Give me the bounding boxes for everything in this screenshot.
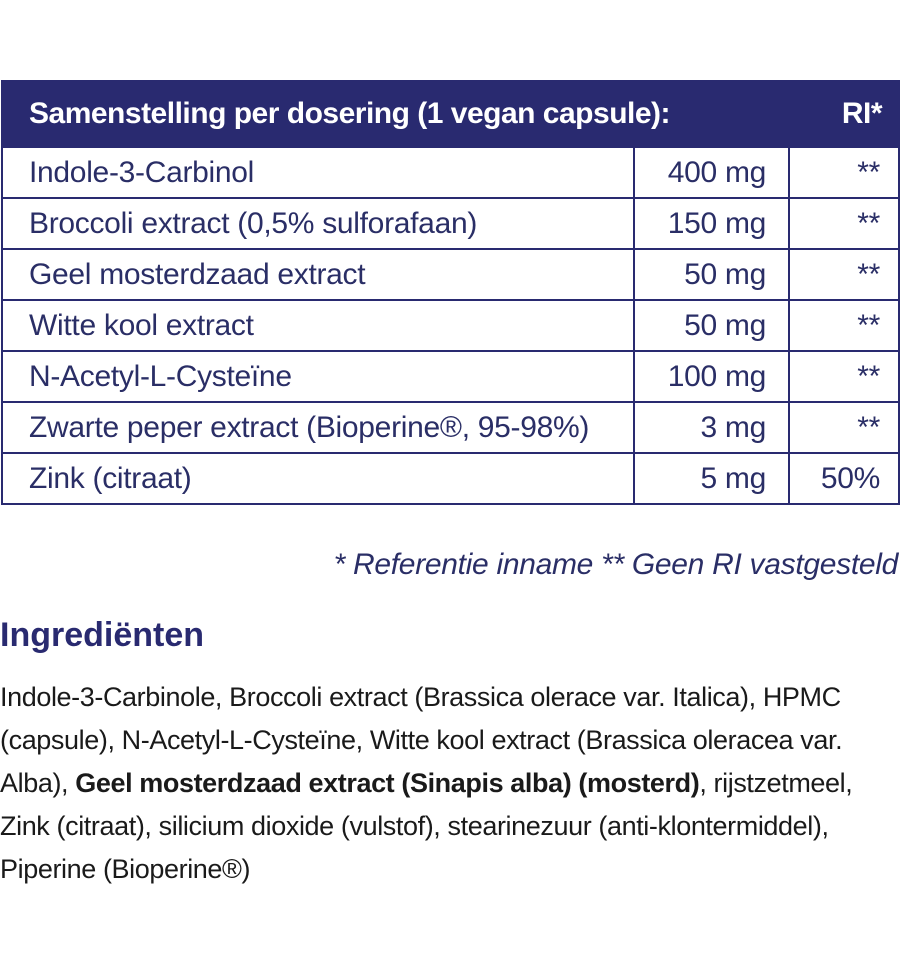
table-row: [2, 249, 899, 300]
ingredients-text-after: , rijstzetmeel, Zink (citraat), silicium dioxide (vulstof), stearinezuur (anti-klontermiddel), Piperine (Bioperine®): [0, 768, 853, 884]
table-row: [2, 198, 899, 249]
composition-table: [1, 80, 900, 505]
ingredient-amount: 400 mg: [634, 147, 789, 198]
ingredient-amount: 100 mg: [634, 351, 789, 402]
ingredient-amount: 5 mg: [634, 453, 789, 504]
ingredient-ri: **: [789, 351, 899, 402]
ingredient-ri: **: [789, 402, 899, 453]
ingredient-name: N-Acetyl-L-Cysteïne: [2, 351, 634, 402]
table-row: [2, 351, 899, 402]
table-row: [2, 453, 899, 504]
table-header-title: Samenstelling per dosering (1 vegan capsule):: [2, 81, 789, 147]
ingredient-name: Witte kool extract: [2, 300, 634, 351]
ingredient-name: Zwarte peper extract (Bioperine®, 95-98%): [2, 402, 634, 453]
ingredients-title: Ingrediënten: [0, 616, 205, 654]
ingredient-name: Indole-3-Carbinol: [2, 147, 634, 198]
ingredient-amount: 150 mg: [634, 198, 789, 249]
allergen-text: Geel mosterdzaad extract (Sinapis alba) (mosterd): [75, 768, 700, 798]
ingredient-name: Broccoli extract (0,5% sulforafaan): [2, 198, 634, 249]
reference-footnote: * Referentie inname ** Geen RI vastgesteld: [333, 548, 898, 581]
ingredients-text-before: Indole-3-Carbinole, Broccoli extract (Brassica olerace var. Italica), HPMC (capsule), N-Acetyl-L-Cysteïne, Witte kool extract (Brassica oleracea var. Alba),: [0, 682, 843, 798]
ingredient-name: Zink (citraat): [2, 453, 634, 504]
table-row: [2, 300, 899, 351]
ingredient-ri: **: [789, 198, 899, 249]
ingredient-ri: 50%: [789, 453, 899, 504]
table-header-ri: RI*: [789, 81, 899, 147]
table-header-row: [2, 81, 899, 147]
table-row: [2, 402, 899, 453]
table-row: [2, 147, 899, 198]
ingredient-ri: **: [789, 300, 899, 351]
ingredient-amount: 50 mg: [634, 300, 789, 351]
ingredient-amount: 50 mg: [634, 249, 789, 300]
ingredient-ri: **: [789, 147, 899, 198]
ingredients-text: [0, 676, 900, 891]
ingredient-name: Geel mosterdzaad extract: [2, 249, 634, 300]
ingredient-amount: 3 mg: [634, 402, 789, 453]
ingredient-ri: **: [789, 249, 899, 300]
